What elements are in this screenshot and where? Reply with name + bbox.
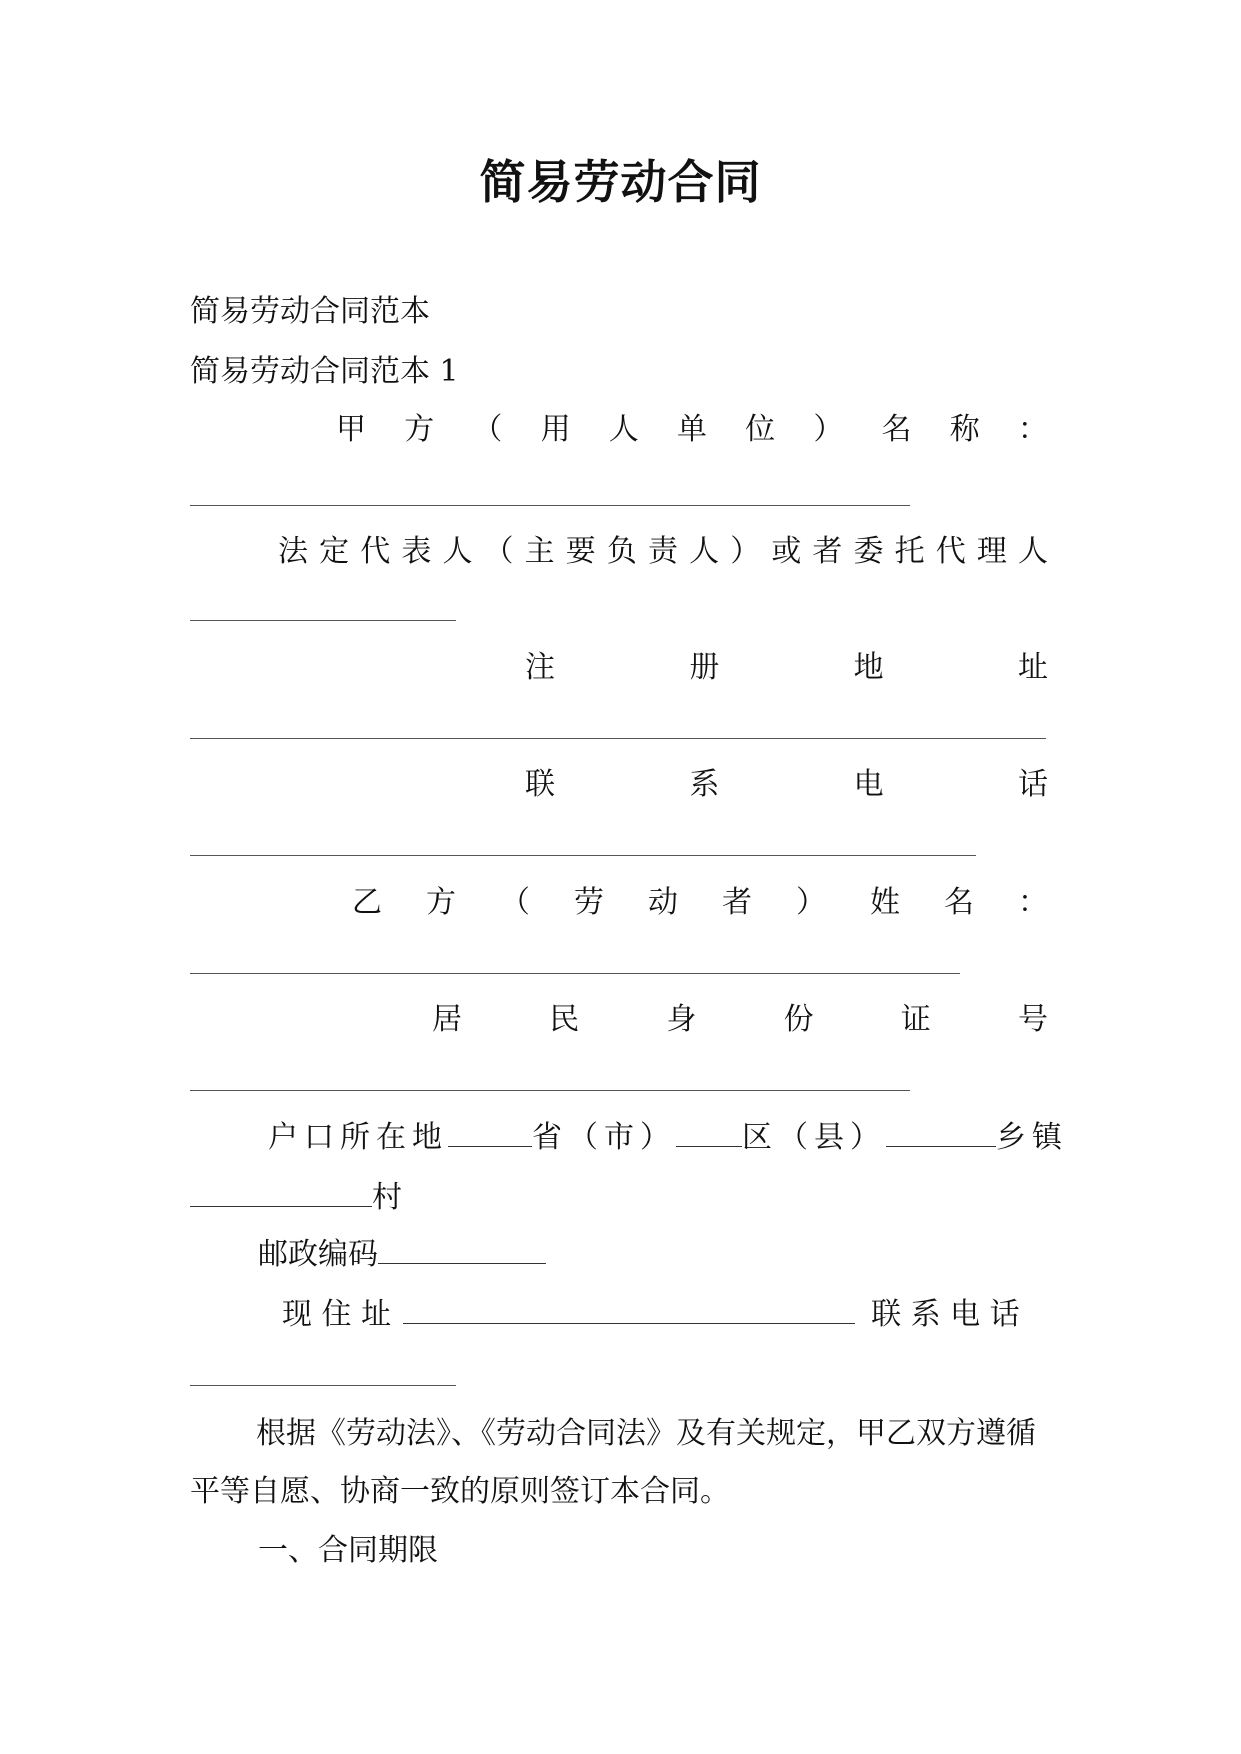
- hukou-district-blank[interactable]: [676, 1118, 742, 1147]
- party-b-name-blank[interactable]: [190, 973, 960, 974]
- label-char: 位: [745, 412, 776, 447]
- party-b-hukou-row: [268, 1118, 1068, 1158]
- label-char: 名: [881, 412, 912, 447]
- party-a-representative-blank[interactable]: [190, 620, 456, 621]
- label-char: 代: [935, 534, 966, 569]
- label-char: 者: [722, 885, 752, 920]
- label-char: 人: [608, 412, 639, 447]
- hukou-label: 户口所在地: [268, 1120, 448, 1155]
- label-char: 要: [565, 534, 596, 569]
- party-b-id-blank[interactable]: [190, 1090, 910, 1091]
- party-a-phone-blank[interactable]: [190, 855, 976, 856]
- hukou-village-blank[interactable]: [190, 1178, 372, 1207]
- postcode-label: 邮政编码: [258, 1237, 378, 1272]
- label-char: 人: [442, 534, 473, 569]
- label-char: ）: [796, 885, 826, 920]
- party-a-address-label: [525, 648, 1048, 688]
- party-b-current-address-row: [282, 1295, 1020, 1335]
- district-label: 区（县）: [742, 1120, 886, 1155]
- label-char: ）: [813, 412, 844, 447]
- label-char: 法: [278, 534, 308, 569]
- label-char: 或: [771, 534, 802, 569]
- label-char: 负: [606, 534, 637, 569]
- label-char: 理: [976, 534, 1007, 569]
- label-char: 姓: [870, 885, 900, 920]
- basis-text: 根据《劳动法》、《劳动合同法》及有关规定，甲乙双方遵循平等自愿、协商一致的原则签订本合同。: [190, 1416, 1036, 1509]
- hukou-province-blank[interactable]: [448, 1118, 532, 1147]
- party-b-id-label: [432, 1000, 1048, 1040]
- party-b-name-label: [352, 883, 1048, 923]
- label-char: （: [500, 885, 530, 920]
- label-char: 方: [426, 885, 456, 920]
- label-char: 人: [689, 534, 720, 569]
- label-char: 身: [666, 1002, 697, 1037]
- party-b-village-row: [190, 1178, 402, 1218]
- party-b-postcode-row: [258, 1235, 546, 1275]
- label-char: （: [472, 412, 503, 447]
- label-char: 册: [689, 650, 720, 685]
- label-char: 乙: [352, 885, 382, 920]
- label-char: 单: [676, 412, 707, 447]
- label-char: 称: [949, 412, 980, 447]
- village-label: 村: [372, 1180, 402, 1215]
- party-a-name-blank[interactable]: [190, 505, 910, 506]
- label-char: 民: [549, 1002, 580, 1037]
- label-char: 证: [900, 1002, 931, 1037]
- label-char: 表: [401, 534, 432, 569]
- current-phone-label: 联 系 电 话: [871, 1297, 1020, 1332]
- party-a-phone-label: [525, 765, 1048, 805]
- label-char: ）: [730, 534, 761, 569]
- label-char: 用: [540, 412, 571, 447]
- label-char: ：: [1017, 412, 1048, 447]
- template-heading-numbered: 简易劳动合同范本 1: [190, 354, 459, 389]
- label-char: 地: [853, 650, 884, 685]
- label-char: 甲: [336, 412, 366, 447]
- label-char: 代: [360, 534, 391, 569]
- document-title: 简易劳动合同: [479, 155, 762, 209]
- label-char: 主: [524, 534, 555, 569]
- contract-basis-paragraph: [190, 1405, 1048, 1521]
- label-char: 责: [647, 534, 678, 569]
- current-address-blank[interactable]: [403, 1295, 855, 1324]
- label-char: 址: [1017, 650, 1048, 685]
- hukou-town-blank[interactable]: [886, 1118, 996, 1147]
- label-char: 定: [319, 534, 350, 569]
- party-a-name-label: [336, 410, 1048, 450]
- province-label: 省（市）: [532, 1120, 676, 1155]
- label-char: 居: [432, 1002, 462, 1037]
- postcode-blank[interactable]: [378, 1235, 546, 1264]
- label-char: 注: [525, 650, 555, 685]
- label-char: 名: [944, 885, 974, 920]
- label-char: 动: [648, 885, 678, 920]
- party-b-phone-blank[interactable]: [190, 1385, 456, 1386]
- label-char: 托: [894, 534, 925, 569]
- label-char: 联: [525, 767, 555, 802]
- template-heading: 简易劳动合同范本: [190, 294, 430, 329]
- label-char: 方: [404, 412, 435, 447]
- label-char: 系: [689, 767, 720, 802]
- party-a-address-blank[interactable]: [190, 738, 1046, 739]
- town-label: 乡镇: [996, 1120, 1068, 1155]
- label-char: 号: [1017, 1002, 1048, 1037]
- party-a-representative-label: [278, 532, 1048, 572]
- label-char: 者: [812, 534, 843, 569]
- section-heading-term: 一、合同期限: [258, 1533, 438, 1568]
- label-char: 人: [1017, 534, 1048, 569]
- current-address-label: 现 住 址: [282, 1297, 392, 1332]
- label-char: 话: [1017, 767, 1048, 802]
- label-char: 委: [853, 534, 884, 569]
- label-char: （: [483, 534, 514, 569]
- label-char: 电: [853, 767, 884, 802]
- label-char: ：: [1018, 885, 1048, 920]
- label-char: 劳: [574, 885, 604, 920]
- label-char: 份: [783, 1002, 814, 1037]
